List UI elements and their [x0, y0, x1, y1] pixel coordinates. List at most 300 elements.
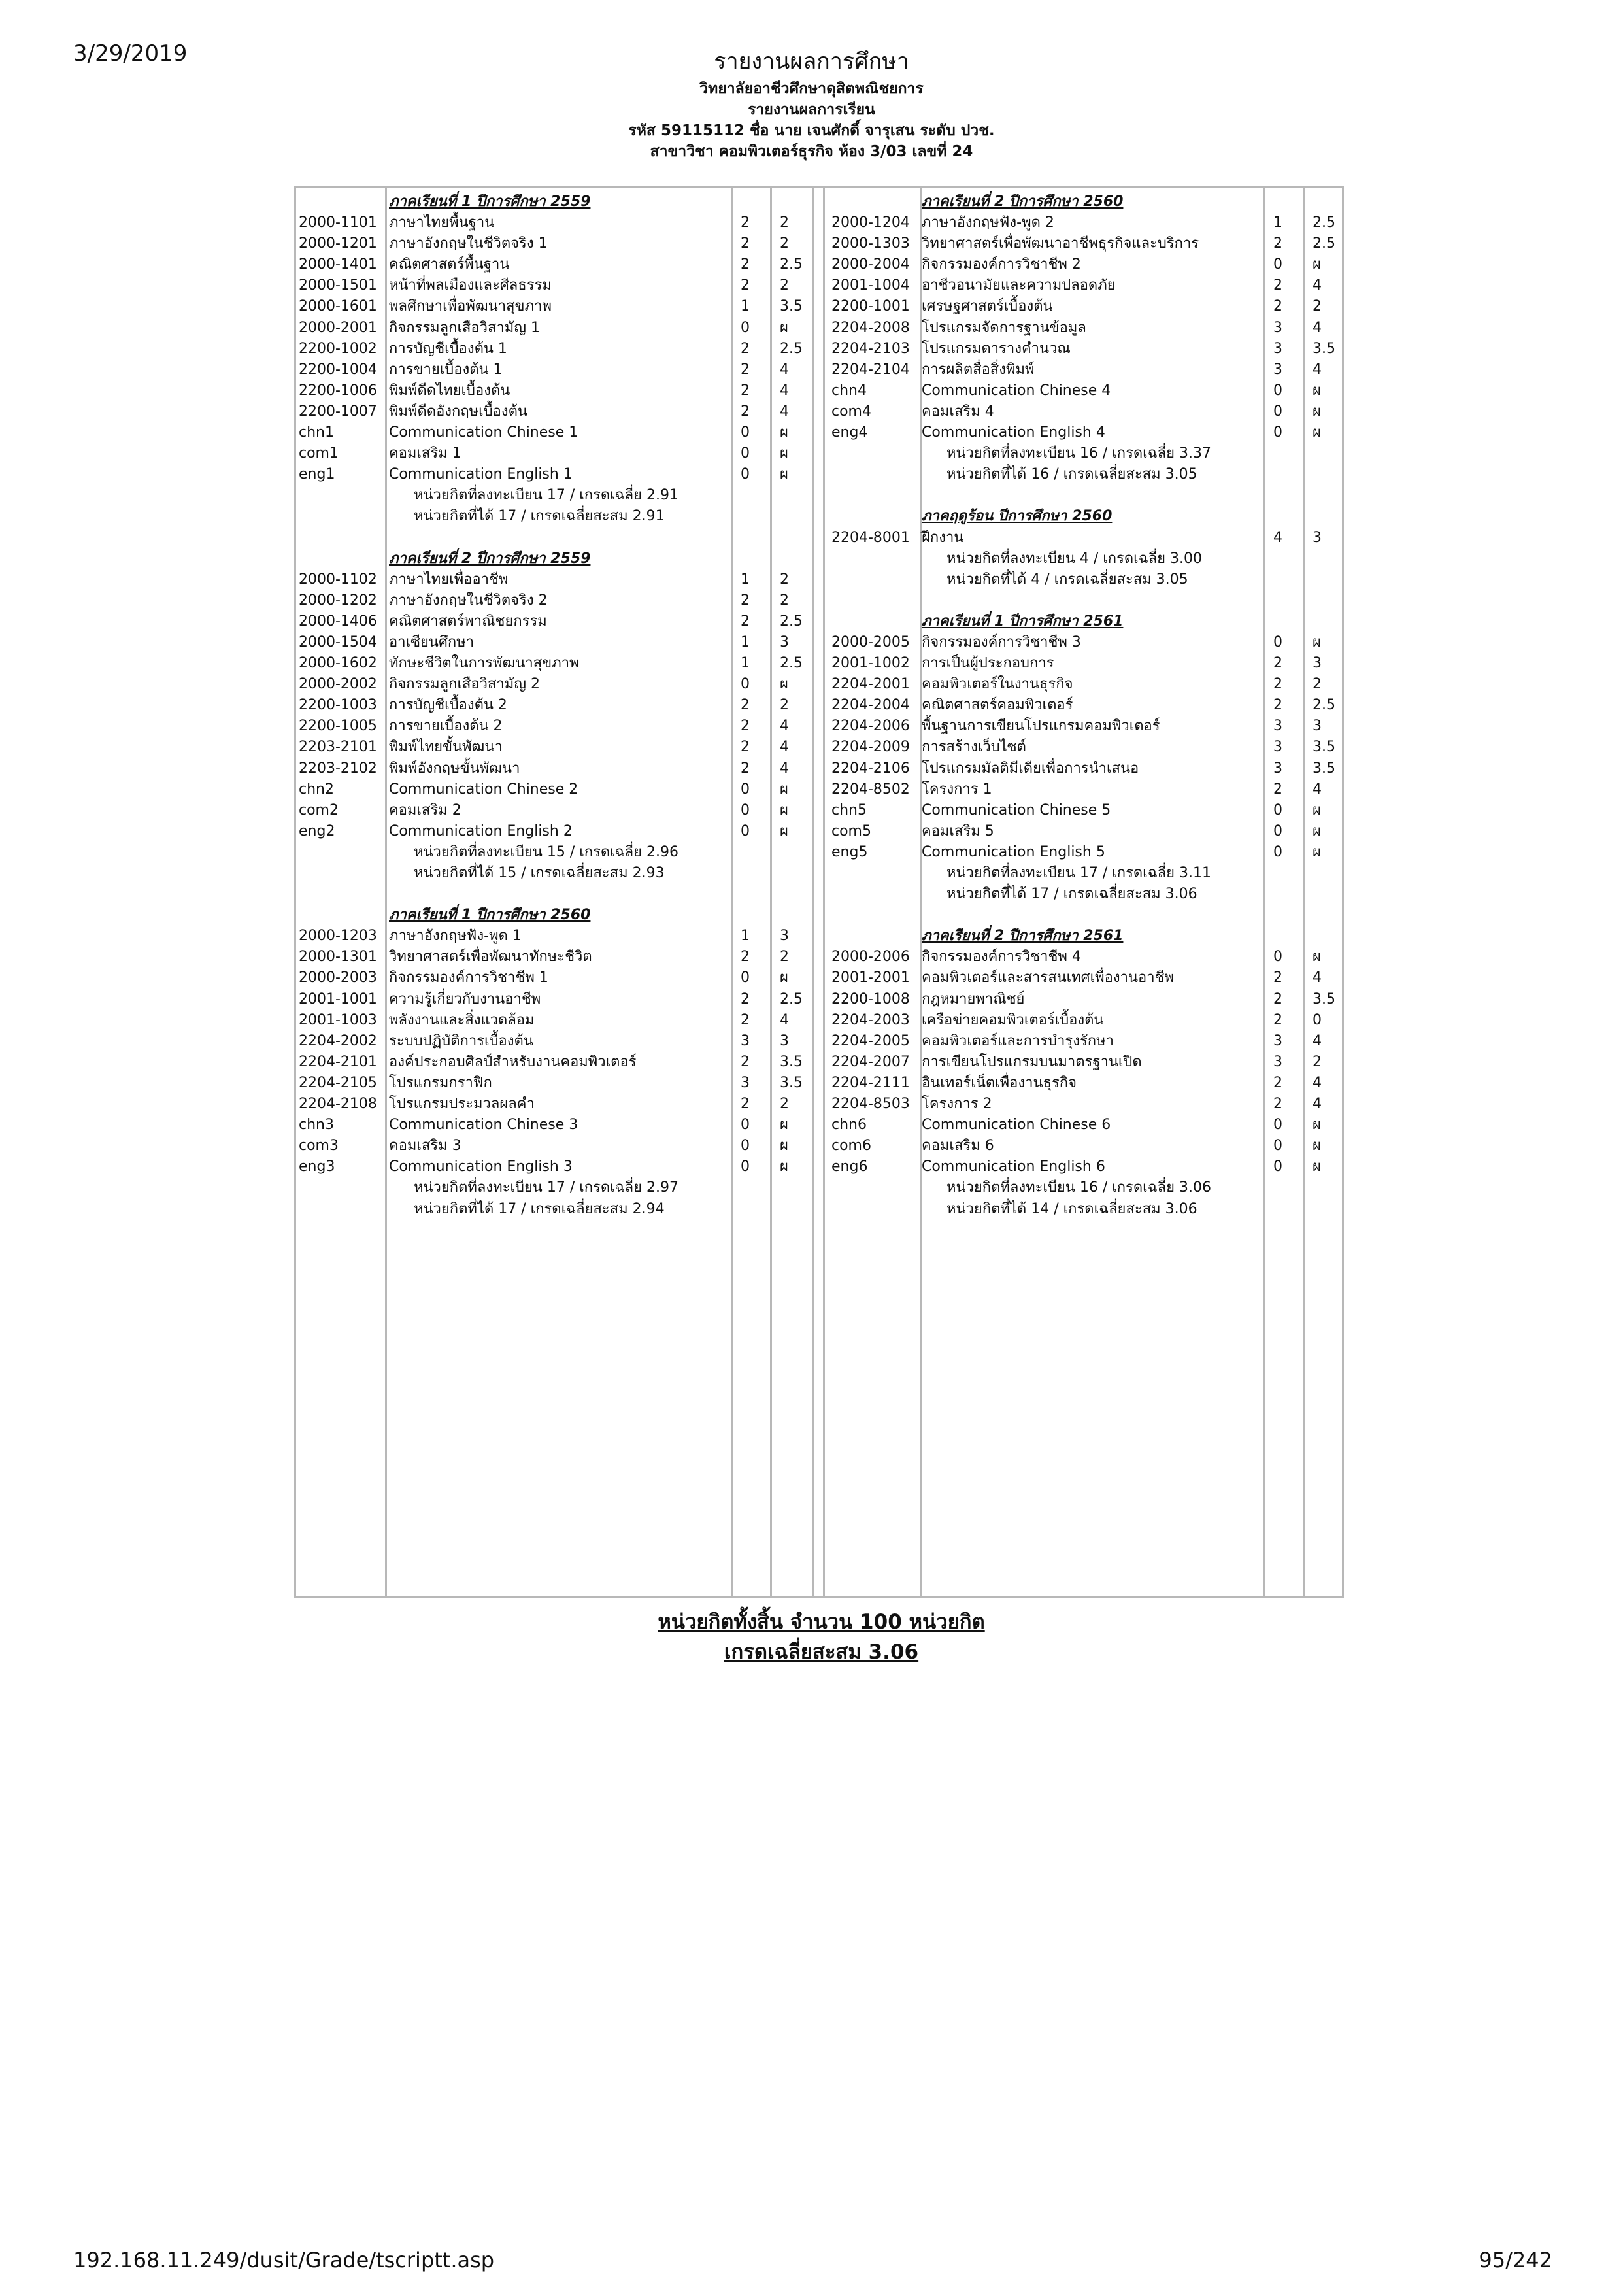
course-name: วิทยาศาสตร์เพื่อพัฒนาอาชีพธุรกิจและบริการ [922, 235, 1199, 252]
course-grade: ผ [780, 802, 788, 819]
course-code: eng2 [299, 822, 335, 839]
course-row [829, 254, 1345, 275]
course-row [829, 842, 1345, 863]
course-credit: 0 [1273, 256, 1282, 273]
course-row [829, 695, 1345, 716]
course-credit: 1 [741, 633, 750, 650]
course-code: eng3 [299, 1158, 335, 1175]
semester-summary [829, 1199, 1345, 1220]
course-code: com2 [299, 802, 339, 819]
course-name: การสร้างเว็บไซต์ [922, 739, 1026, 756]
course-name: พิมพ์ดีดไทยเบื้องต้น [389, 382, 510, 399]
course-row [829, 653, 1345, 674]
course-name: กฎหมายพาณิชย์ [922, 990, 1025, 1007]
course-credit: 0 [741, 1138, 750, 1155]
semester-title: ภาคฤดูร้อน ปีการศึกษา 2560 [922, 508, 1113, 525]
course-code: 2001-2001 [831, 970, 910, 987]
course-credit: 2 [1273, 781, 1282, 798]
course-credit: 0 [1273, 802, 1282, 819]
semester-summary [296, 1177, 819, 1198]
summary-text: หน่วยกิตที่ได้ 14 / เกรดเฉลี่ยสะสม 3.06 [946, 1200, 1197, 1217]
course-grade: ผ [780, 1117, 788, 1134]
course-credit: 3 [741, 1032, 750, 1049]
course-row [296, 296, 819, 317]
course-credit: 3 [1273, 760, 1282, 777]
course-row [296, 653, 819, 674]
course-grade: ผ [780, 466, 788, 483]
course-grade: 4 [1313, 1032, 1322, 1049]
course-credit: 0 [1273, 1158, 1282, 1175]
course-credit: 0 [741, 802, 750, 819]
course-code: 2000-2006 [831, 949, 910, 966]
course-name: พลศึกษาเพื่อพัฒนาสุขภาพ [389, 298, 552, 315]
course-row [296, 1073, 819, 1094]
course-row [829, 800, 1345, 821]
semester-summary [829, 464, 1345, 485]
course-row [829, 779, 1345, 800]
course-code: 2000-1504 [299, 633, 377, 650]
course-credit: 2 [741, 214, 750, 231]
course-code: eng5 [831, 843, 868, 860]
course-row [829, 360, 1345, 380]
summary-text: หน่วยกิตที่ได้ 4 / เกรดเฉลี่ยสะสม 3.05 [946, 571, 1188, 588]
course-row [296, 695, 819, 716]
course-grade: 2.5 [780, 340, 803, 357]
course-row [829, 233, 1345, 254]
course-grade: ผ [1313, 843, 1321, 860]
course-code: 2204-8502 [831, 781, 910, 798]
course-grade: 4 [780, 760, 789, 777]
course-grade: 3.5 [1313, 340, 1335, 357]
course-row [296, 569, 819, 590]
course-credit: 2 [1273, 655, 1282, 672]
course-code: 2000-1501 [299, 277, 377, 294]
course-code: 2200-1005 [299, 718, 377, 735]
course-name: Communication Chinese 1 [389, 424, 578, 441]
course-name: พิมพ์ไทยขั้นพัฒนา [389, 739, 503, 756]
print-title [0, 43, 1623, 78]
course-grade: 4 [780, 361, 789, 378]
course-code: 2204-2108 [299, 1096, 377, 1113]
semester-summary [296, 506, 819, 527]
semester-summary [296, 1199, 819, 1220]
course-name: คณิตศาสตร์คอมพิวเตอร์ [922, 697, 1073, 714]
summary-text: หน่วยกิตที่ลงทะเบียน 16 / เกรดเฉลี่ย 3.37 [946, 445, 1212, 462]
course-row [296, 1094, 819, 1115]
course-grade: 2.5 [780, 655, 803, 672]
course-code: 2204-2101 [299, 1053, 377, 1070]
course-row [296, 401, 819, 422]
course-code: 2204-2007 [831, 1053, 910, 1070]
course-credit: 1 [741, 928, 750, 945]
course-credit: 0 [1273, 403, 1282, 420]
course-name: อินเทอร์เน็ตเพื่องานธุรกิจ [922, 1074, 1077, 1091]
course-grade: 3.5 [780, 1074, 803, 1091]
course-row [296, 590, 819, 611]
course-row [829, 1073, 1345, 1094]
course-code: 2000-1601 [299, 298, 377, 315]
semester-summary [829, 569, 1345, 590]
course-grade: ผ [1313, 256, 1321, 273]
course-grade: 2 [780, 949, 789, 966]
course-row [296, 1010, 819, 1031]
course-grade: 2 [780, 592, 789, 609]
course-name: ทักษะชีวิตในการพัฒนาสุขภาพ [389, 655, 579, 672]
course-credit: 1 [741, 298, 750, 315]
course-code: 2204-2008 [831, 319, 910, 336]
course-credit: 2 [1273, 1074, 1282, 1091]
summary-text: หน่วยกิตที่ได้ 16 / เกรดเฉลี่ยสะสม 3.05 [946, 466, 1197, 483]
course-credit: 1 [741, 655, 750, 672]
course-credit: 2 [741, 235, 750, 252]
course-grade: 2 [780, 235, 789, 252]
course-grade: 3.5 [1313, 990, 1335, 1007]
course-grade: 3 [1313, 529, 1322, 546]
course-row [829, 632, 1345, 653]
course-credit: 3 [1273, 1053, 1282, 1070]
course-credit: 2 [1273, 277, 1282, 294]
course-name: Communication English 5 [922, 843, 1105, 860]
course-credit: 0 [1273, 382, 1282, 399]
course-row [296, 989, 819, 1010]
institution-name: วิทยาลัยอาชีวศึกษาดุสิตพณิชยการ [699, 80, 924, 97]
report-header [0, 78, 1623, 162]
course-grade: 4 [780, 718, 789, 735]
course-code: 2200-1004 [299, 361, 377, 378]
course-row [296, 275, 819, 296]
course-credit: 0 [741, 1117, 750, 1134]
course-row [829, 1156, 1345, 1177]
course-grade: ผ [1313, 949, 1321, 966]
course-grade: 2 [1313, 298, 1322, 315]
cumulative-gpa: เกรดเฉลี่ยสะสม 3.06 [724, 1640, 919, 1664]
course-credit: 3 [741, 1074, 750, 1091]
course-credit: 2 [1273, 970, 1282, 987]
course-credit: 2 [741, 277, 750, 294]
course-credit: 3 [1273, 340, 1282, 357]
course-credit: 2 [741, 403, 750, 420]
course-name: องค์ประกอบศิลป์สำหรับงานคอมพิวเตอร์ [389, 1053, 637, 1070]
summary-text: หน่วยกิตที่ได้ 17 / เกรดเฉลี่ยสะสม 2.91 [414, 508, 665, 525]
course-name: คอมพิวเตอร์ในงานธุรกิจ [922, 676, 1073, 693]
course-grade: 2.5 [1313, 697, 1335, 714]
semester-summary [296, 842, 819, 863]
course-name: คอมเสริม 5 [922, 822, 994, 839]
course-code: 2203-2101 [299, 739, 377, 756]
course-code: 2204-2105 [299, 1074, 377, 1091]
course-name: โครงการ 1 [922, 781, 992, 798]
course-credit: 2 [741, 990, 750, 1007]
course-name: การบัญชีเบื้องต้น 1 [389, 340, 507, 357]
course-name: Communication Chinese 6 [922, 1117, 1111, 1134]
course-row [296, 632, 819, 653]
semester-heading [829, 506, 1345, 527]
course-grade: ผ [1313, 1117, 1321, 1134]
course-credit: 0 [741, 822, 750, 839]
course-row [829, 318, 1345, 339]
semester-summary [296, 485, 819, 506]
semester-title: ภาคเรียนที่ 2 ปีการศึกษา 2560 [922, 194, 1124, 210]
course-code: 2204-2001 [831, 676, 910, 693]
course-grade: ผ [1313, 424, 1321, 441]
course-credit: 2 [741, 361, 750, 378]
course-code: 2001-1002 [831, 655, 910, 672]
course-credit: 0 [741, 424, 750, 441]
course-name: โปรแกรมประมวลผลคำ [389, 1096, 535, 1113]
course-name: พิมพ์อังกฤษขั้นพัฒนา [389, 760, 520, 777]
spacer-row [296, 884, 819, 905]
course-credit: 2 [1273, 697, 1282, 714]
course-grade: ผ [780, 676, 788, 693]
course-code: 2204-2003 [831, 1011, 910, 1028]
course-code: 2000-2001 [299, 319, 377, 336]
course-grade: 2 [780, 1096, 789, 1113]
spacer-row [296, 528, 819, 549]
summary-text: หน่วยกิตที่ลงทะเบียน 4 / เกรดเฉลี่ย 3.00 [946, 550, 1203, 567]
course-credit: 2 [741, 592, 750, 609]
course-row [829, 716, 1345, 737]
course-row [829, 674, 1345, 695]
course-name: คอมพิวเตอร์และสารสนเทศเพื่องานอาชีพ [922, 970, 1175, 987]
print-date: 3/29/2019 [73, 41, 188, 67]
course-grade: 4 [1313, 361, 1322, 378]
course-name: Communication English 6 [922, 1158, 1105, 1175]
semester-heading [829, 192, 1345, 212]
course-row [296, 611, 819, 632]
course-code: 2000-1602 [299, 655, 377, 672]
course-credit: 2 [741, 949, 750, 966]
semester-heading [296, 192, 819, 212]
course-row [829, 1094, 1345, 1115]
summary-text: หน่วยกิตที่ลงทะเบียน 17 / เกรดเฉลี่ย 2.97 [414, 1179, 679, 1196]
course-grade: ผ [780, 970, 788, 987]
course-credit: 3 [1273, 319, 1282, 336]
course-name: ฝึกงาน [922, 529, 964, 546]
course-name: Communication Chinese 4 [922, 382, 1111, 399]
course-row [829, 1031, 1345, 1052]
course-code: chn4 [831, 382, 867, 399]
semester-title: ภาคเรียนที่ 1 ปีการศึกษา 2560 [389, 907, 591, 924]
course-code: 2001-1001 [299, 990, 377, 1007]
course-name: พิมพ์ดีดอังกฤษเบื้องต้น [389, 403, 527, 420]
course-credit: 0 [741, 781, 750, 798]
course-row [829, 821, 1345, 842]
course-credit: 2 [1273, 990, 1282, 1007]
left-column [296, 192, 819, 1220]
course-grade: 4 [1313, 277, 1322, 294]
semester-title: ภาคเรียนที่ 2 ปีการศึกษา 2561 [922, 928, 1124, 945]
course-code: 2200-1006 [299, 382, 377, 399]
course-row [296, 821, 819, 842]
course-code: 2203-2102 [299, 760, 377, 777]
course-grade: 4 [1313, 319, 1322, 336]
course-grade: 2.5 [1313, 214, 1335, 231]
course-grade: 3 [780, 928, 789, 945]
course-grade: 4 [1313, 1096, 1322, 1113]
course-grade: 3.5 [780, 298, 803, 315]
course-credit: 0 [1273, 822, 1282, 839]
course-credit: 2 [741, 1096, 750, 1113]
course-grade: 4 [780, 403, 789, 420]
course-code: 2204-2005 [831, 1032, 910, 1049]
course-row [829, 339, 1345, 360]
course-name: โปรแกรมจัดการฐานข้อมูล [922, 319, 1086, 336]
semester-heading [296, 549, 819, 569]
course-code: eng6 [831, 1158, 868, 1175]
course-row [296, 737, 819, 758]
course-row [296, 947, 819, 968]
course-grade: ผ [780, 781, 788, 798]
course-name: กิจกรรมลูกเสือวิสามัญ 2 [389, 676, 540, 693]
course-row [296, 464, 819, 485]
course-name: Communication English 4 [922, 424, 1105, 441]
semester-summary [829, 1177, 1345, 1198]
course-code: 2200-1003 [299, 697, 377, 714]
course-row [829, 212, 1345, 233]
course-name: โปรแกรมตารางคำนวณ [922, 340, 1071, 357]
course-credit: 2 [741, 613, 750, 630]
course-credit: 2 [741, 340, 750, 357]
course-credit: 2 [1273, 298, 1282, 315]
course-credit: 2 [741, 1053, 750, 1070]
course-name: คอมเสริม 1 [389, 445, 461, 462]
course-grade: 2 [780, 277, 789, 294]
course-code: eng1 [299, 466, 335, 483]
page-url: 192.168.11.249/dusit/Grade/tscriptt.asp [73, 2248, 495, 2272]
semester-heading [296, 905, 819, 926]
course-grade: ผ [1313, 403, 1321, 420]
course-grade: 2 [780, 697, 789, 714]
course-name: การเขียนโปรแกรมบนมาตรฐานเปิด [922, 1053, 1142, 1070]
summary-text: หน่วยกิตที่ลงทะเบียน 17 / เกรดเฉลี่ย 2.91 [414, 487, 679, 504]
course-code: com3 [299, 1138, 339, 1155]
course-code: 2000-1203 [299, 928, 377, 945]
course-credit: 0 [741, 445, 750, 462]
course-row [829, 947, 1345, 968]
course-name: โปรแกรมมัลติมีเดียเพื่อการนำเสนอ [922, 760, 1139, 777]
summary-text: หน่วยกิตที่ได้ 17 / เกรดเฉลี่ยสะสม 3.06 [946, 886, 1197, 903]
semester-title: ภาคเรียนที่ 1 ปีการศึกษา 2561 [922, 613, 1124, 630]
course-grade: ผ [780, 822, 788, 839]
course-code: 2204-2103 [831, 340, 910, 357]
course-row [829, 737, 1345, 758]
course-row [296, 233, 819, 254]
transcript-totals [0, 1607, 1623, 1667]
course-credit: 0 [741, 970, 750, 987]
course-name: คณิตศาสตร์พื้นฐาน [389, 256, 510, 273]
course-name: การขายเบื้องต้น 1 [389, 361, 503, 378]
course-code: 2204-8001 [831, 529, 910, 546]
course-code: 2000-1301 [299, 949, 377, 966]
course-code: 2000-2002 [299, 676, 377, 693]
course-code: com5 [831, 822, 871, 839]
course-grade: ผ [1313, 382, 1321, 399]
course-credit: 0 [1273, 633, 1282, 650]
course-grade: ผ [1313, 1158, 1321, 1175]
course-code: 2204-2002 [299, 1032, 377, 1049]
course-row [296, 779, 819, 800]
course-credit: 2 [1273, 676, 1282, 693]
course-code: 2204-2009 [831, 739, 910, 756]
semester-summary [829, 863, 1345, 884]
course-code: 2000-1101 [299, 214, 377, 231]
course-row [829, 1136, 1345, 1156]
course-row [296, 800, 819, 821]
course-row [296, 1115, 819, 1136]
course-name: ภาษาอังกฤษในชีวิตจริง 2 [389, 592, 548, 609]
course-row [296, 318, 819, 339]
course-name: ภาษาไทยเพื่ออาชีพ [389, 571, 509, 588]
course-code: chn3 [299, 1117, 334, 1134]
course-grade: 3 [1313, 718, 1322, 735]
course-code: 2000-1406 [299, 613, 377, 630]
course-credit: 2 [1273, 1011, 1282, 1028]
course-grade: 2 [1313, 1053, 1322, 1070]
course-name: คอมเสริม 6 [922, 1138, 994, 1155]
transcript-table [294, 186, 1344, 1598]
course-grade: 3.5 [780, 1053, 803, 1070]
course-row [829, 1052, 1345, 1073]
course-name: เศรษฐศาสตร์เบื้องต้น [922, 298, 1053, 315]
course-row [829, 422, 1345, 443]
course-grade: ผ [780, 445, 788, 462]
course-grade: 3 [1313, 655, 1322, 672]
course-name: การเป็นผู้ประกอบการ [922, 655, 1054, 672]
course-credit: 2 [1273, 235, 1282, 252]
course-grade: ผ [780, 424, 788, 441]
course-credit: 0 [1273, 843, 1282, 860]
course-grade: 0 [1313, 1011, 1322, 1028]
course-name: การขายเบื้องต้น 2 [389, 718, 503, 735]
course-grade: 4 [1313, 1074, 1322, 1091]
course-grade: 4 [780, 739, 789, 756]
course-credit: 1 [741, 571, 750, 588]
page-number: 95/242 [1479, 2248, 1552, 2272]
course-row [296, 380, 819, 401]
course-credit: 0 [1273, 949, 1282, 966]
course-name: Communication Chinese 2 [389, 781, 578, 798]
summary-text: หน่วยกิตที่ลงทะเบียน 16 / เกรดเฉลี่ย 3.06 [946, 1179, 1212, 1196]
course-credit: 4 [1273, 529, 1282, 546]
course-grade: ผ [780, 1138, 788, 1155]
semester-title: ภาคเรียนที่ 1 ปีการศึกษา 2559 [389, 194, 591, 210]
course-row [296, 926, 819, 947]
course-code: chn1 [299, 424, 334, 441]
student-info: รหัส 59115112 ชื่อ นาย เจนศักดิ์ จารุเสน ระดับ ปวช. [628, 122, 995, 139]
course-row [296, 339, 819, 360]
course-grade: 2.5 [780, 613, 803, 630]
course-grade: ผ [780, 319, 788, 336]
course-row [829, 528, 1345, 549]
course-row [829, 968, 1345, 988]
spacer-row [829, 590, 1345, 611]
course-name: ระบบปฏิบัติการเบื้องต้น [389, 1032, 533, 1049]
semester-summary [829, 443, 1345, 464]
course-row [829, 758, 1345, 779]
course-name: วิทยาศาสตร์เพื่อพัฒนาทักษะชีวิต [389, 949, 592, 966]
course-row [296, 360, 819, 380]
course-row [296, 1031, 819, 1052]
right-column [829, 192, 1345, 1220]
course-code: chn6 [831, 1117, 867, 1134]
course-credit: 2 [741, 760, 750, 777]
course-name: ภาษาอังกฤษฟัง-พูด 1 [389, 928, 522, 945]
semester-summary [829, 549, 1345, 569]
semester-summary [829, 884, 1345, 905]
course-code: 2200-1002 [299, 340, 377, 357]
spacer-row [829, 905, 1345, 926]
course-credit: 2 [741, 382, 750, 399]
